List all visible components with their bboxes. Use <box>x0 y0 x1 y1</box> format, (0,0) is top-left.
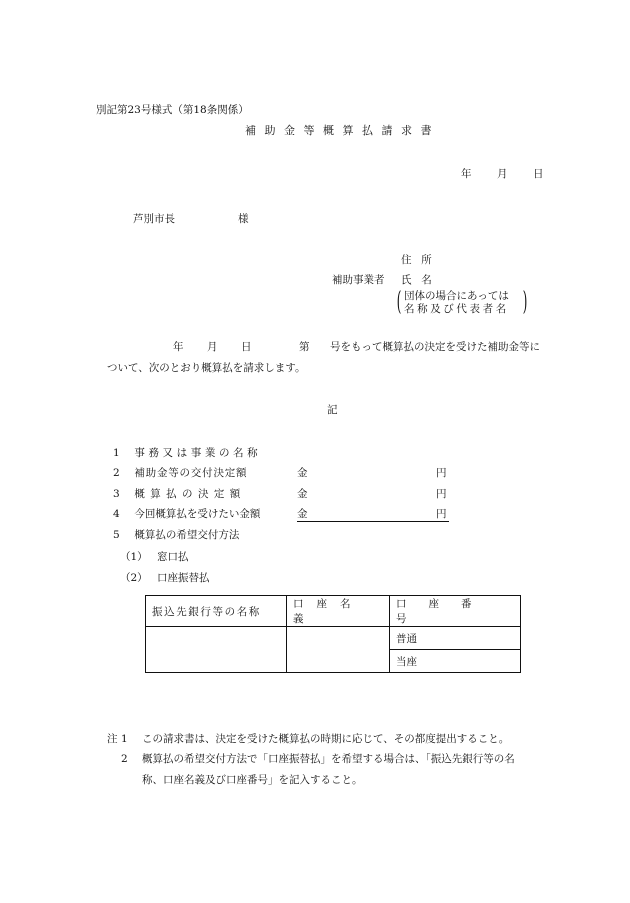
item-number: 2 <box>113 467 120 479</box>
method-label: 窓口払 <box>157 551 189 563</box>
addressee-name: 芦別市長 <box>133 213 175 225</box>
right-paren-icon: ) <box>522 287 528 317</box>
body-day-label: 日 <box>241 341 252 353</box>
document-title: 補助金等概算払請求書 <box>245 124 440 137</box>
account-type-ordinary[interactable]: 普通 <box>390 627 521 650</box>
note-2-line2: 称、口座名義及び口座番号」を記入すること。 <box>142 774 363 786</box>
bank-name-cell[interactable] <box>146 627 287 673</box>
header-account-holder: 口座名義 <box>287 596 390 627</box>
account-holder-cell[interactable] <box>287 627 390 673</box>
body-month-label: 月 <box>207 341 218 353</box>
organization-note <box>398 289 532 317</box>
item-label: 概算払の決定額 <box>134 488 246 500</box>
org-note-line1: 団体の場合にあっては <box>404 290 509 302</box>
address-label: 住 所 <box>401 254 435 266</box>
date-day-label: 日 <box>533 168 544 180</box>
bank-account-table <box>145 595 521 673</box>
item-2-amount-prefix: 金 <box>297 467 308 479</box>
item-number: 3 <box>113 488 120 500</box>
addressee-honorific: 様 <box>238 213 249 225</box>
ki-heading: 記 <box>327 404 338 416</box>
item-number: 4 <box>113 508 120 520</box>
body-dai-label: 第 <box>299 341 310 353</box>
table-row <box>146 627 521 650</box>
account-type-current[interactable]: 当座 <box>390 650 521 673</box>
method-label: 口座振替払 <box>157 572 210 584</box>
method-transfer <box>120 571 210 585</box>
form-reference: 別記第23号様式（第18条関係） <box>96 104 249 116</box>
item-label: 事務又は事業の名称 <box>134 447 262 459</box>
item-4-unit: 円 <box>436 508 447 520</box>
item-number: 5 <box>113 529 120 541</box>
date-year-label: 年 <box>461 168 472 180</box>
item-label: 今回概算払を受けたい金額 <box>134 508 261 520</box>
item-1 <box>113 446 261 460</box>
org-note-line2: 名称及び代表者名 <box>404 303 509 315</box>
note-1-text: この請求書は、決定を受けた概算払の時期に応じて、その都度提出すること。 <box>142 733 510 745</box>
table-header-row <box>146 596 521 627</box>
body-line1-tail: 号をもって概算払の決定を受けた補助金等に <box>330 341 540 353</box>
item-4-amount-field <box>297 507 449 522</box>
item-3 <box>113 487 246 501</box>
applicant-role-label: 補助事業者 <box>332 274 385 286</box>
item-3-unit: 円 <box>436 488 447 500</box>
body-line2: ついて、次のとおり概算払を請求します。 <box>107 362 306 374</box>
left-paren-icon: ( <box>396 287 402 317</box>
item-label: 補助金等の交付決定額 <box>134 467 248 479</box>
item-label: 概算払の希望交付方法 <box>134 529 240 541</box>
name-label: 氏 名 <box>401 274 435 286</box>
note-label: 注 <box>107 733 118 745</box>
method-window <box>120 550 189 564</box>
note-2-line1: 概算払の希望交付方法で「口座振替払」を希望する場合は、「振込先銀行等の名 <box>142 753 515 765</box>
item-2 <box>113 466 247 480</box>
item-number: 1 <box>113 447 120 459</box>
item-4-amount-prefix: 金 <box>297 508 308 520</box>
date-month-label: 月 <box>497 168 508 180</box>
item-2-unit: 円 <box>436 467 447 479</box>
body-year-label: 年 <box>173 341 184 353</box>
method-number: （1） <box>120 551 148 563</box>
note-1-number: 1 <box>121 733 128 745</box>
header-account-number: 口座番号 <box>390 596 521 627</box>
item-3-amount-prefix: 金 <box>297 488 308 500</box>
method-number: （2） <box>120 572 148 584</box>
item-5 <box>113 528 239 542</box>
item-4 <box>113 507 260 521</box>
note-2-number: 2 <box>121 753 128 765</box>
header-bank-name: 振込先銀行等の名称 <box>146 596 287 627</box>
